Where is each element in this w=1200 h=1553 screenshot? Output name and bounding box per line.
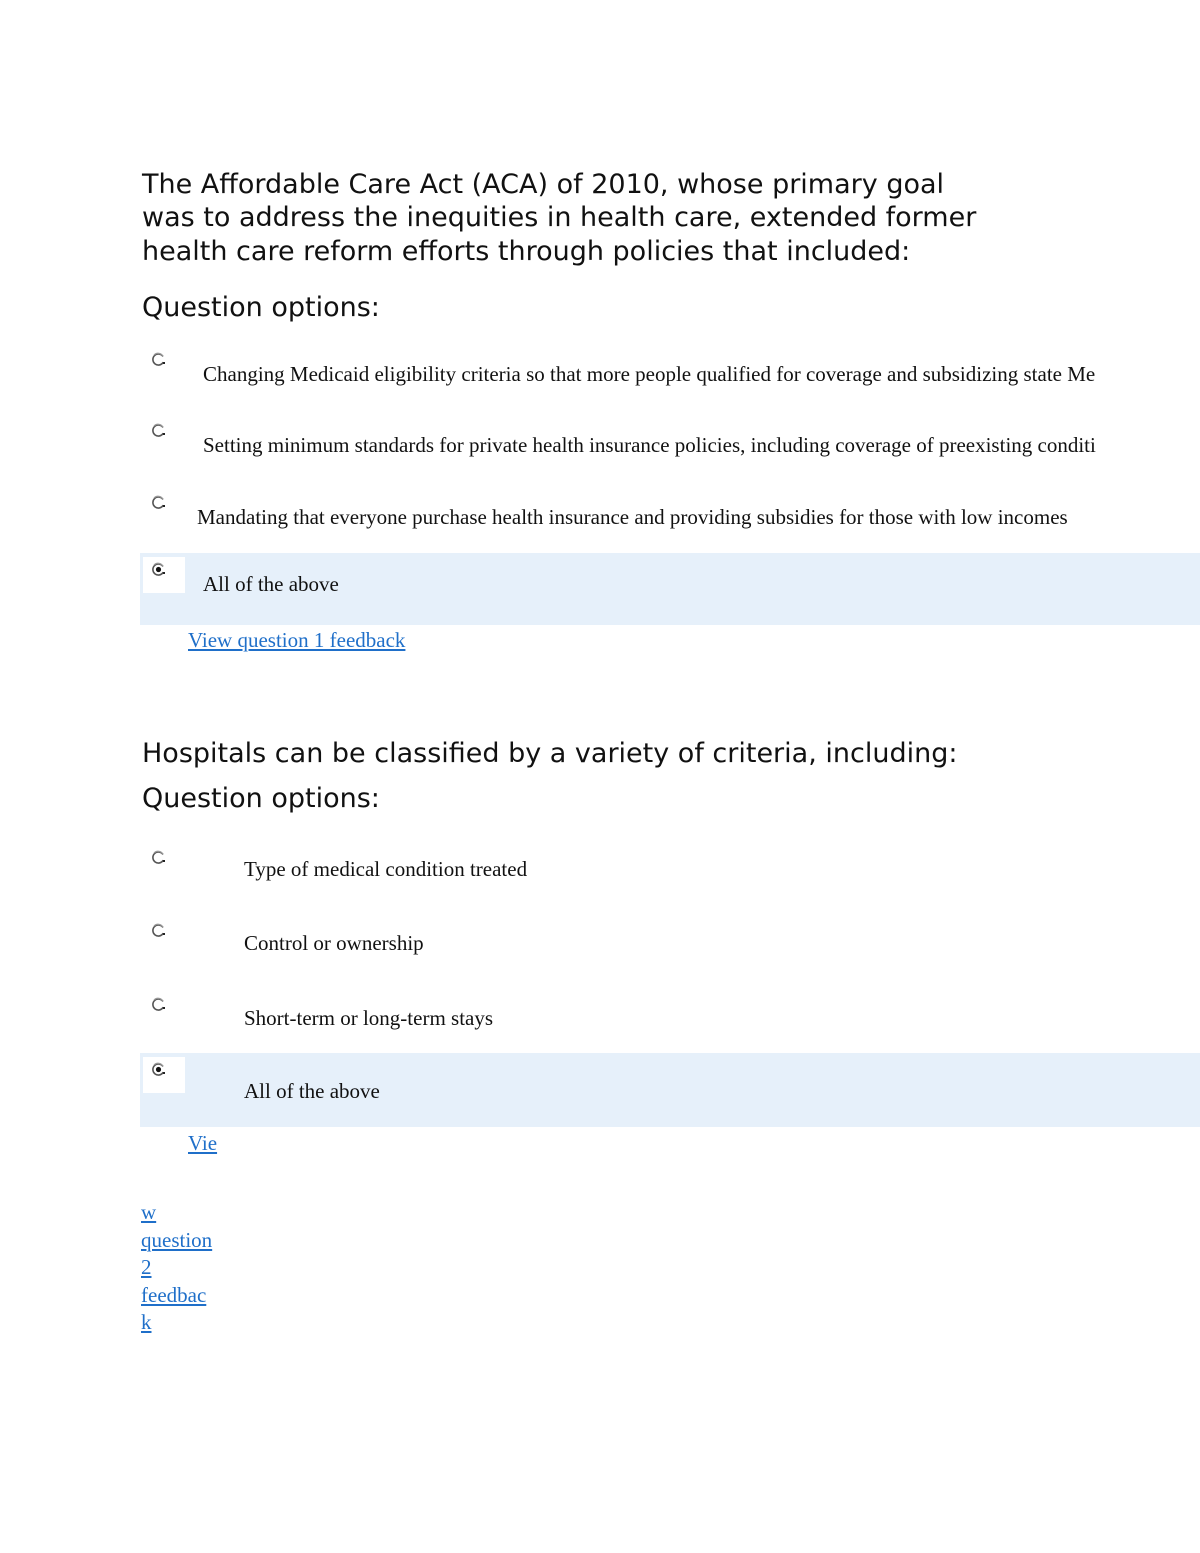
- radio-container: [143, 557, 185, 593]
- radio-container: [143, 992, 185, 1028]
- radio-container: [143, 418, 185, 454]
- radio-container: [143, 918, 185, 954]
- question-2-options-label: Question options:: [142, 783, 380, 814]
- option-label: Short-term or long-term stays: [244, 1006, 494, 1030]
- view-question-2-feedback-link-start[interactable]: Vie: [188, 1131, 218, 1155]
- question-2-option-4[interactable]: [140, 1053, 1200, 1127]
- radio-container: [143, 1057, 185, 1093]
- radio-checked-icon[interactable]: [151, 562, 166, 577]
- radio-unchecked-icon[interactable]: [151, 495, 166, 510]
- feedback-link-fragment[interactable]: k: [141, 1310, 152, 1334]
- question-1-option-3[interactable]: [140, 486, 1200, 558]
- radio-checked-icon[interactable]: [151, 1062, 166, 1077]
- question-1-prompt-line-1: The Affordable Care Act (ACA) of 2010, whose primary goal: [142, 169, 945, 200]
- question-2-prompt: Hospitals can be classified by a variety of criteria, including:: [142, 738, 958, 769]
- question-1-option-1[interactable]: [140, 343, 1200, 415]
- radio-container: [143, 490, 185, 526]
- question-1-prompt-line-2: was to address the inequities in health care, extended former: [142, 202, 977, 233]
- option-label: Setting minimum standards for private health insurance policies, including coverage of preexisting conditi: [203, 433, 1096, 457]
- feedback-link-fragment[interactable]: question: [141, 1227, 213, 1252]
- question-1-options-label: Question options:: [142, 292, 380, 323]
- feedback-link-fragment[interactable]: w: [141, 1200, 157, 1224]
- option-label: All of the above: [244, 1079, 380, 1103]
- question-2-option-1[interactable]: [140, 841, 1200, 913]
- radio-unchecked-icon[interactable]: [151, 423, 166, 438]
- radio-container: [143, 845, 185, 881]
- question-1-prompt-line-3: health care reform efforts through policies that included:: [142, 236, 911, 267]
- radio-unchecked-icon[interactable]: [151, 997, 166, 1012]
- feedback-link-fragment[interactable]: feedbac: [141, 1282, 207, 1307]
- radio-unchecked-icon[interactable]: [151, 352, 166, 367]
- option-label: Control or ownership: [244, 931, 424, 955]
- question-2-option-2[interactable]: [140, 914, 1200, 986]
- question-1-option-4[interactable]: [140, 553, 1200, 625]
- question-1-option-2[interactable]: [140, 414, 1200, 486]
- question-2-option-3[interactable]: [140, 988, 1200, 1060]
- feedback-link-fragment[interactable]: 2: [141, 1255, 152, 1279]
- option-label: Type of medical condition treated: [244, 857, 528, 881]
- view-question-1-feedback-link[interactable]: View question 1 feedback: [188, 628, 406, 652]
- option-label: Changing Medicaid eligibility criteria so that more people qualified for coverage and subsidizing state Me: [203, 362, 1096, 386]
- radio-container: [143, 347, 185, 383]
- option-label: All of the above: [203, 572, 339, 596]
- option-label: Mandating that everyone purchase health insurance and providing subsidies for those with low incomes: [197, 505, 1068, 529]
- view-question-2-feedback-link[interactable]: [141, 1199, 231, 1337]
- radio-unchecked-icon[interactable]: [151, 923, 166, 938]
- radio-unchecked-icon[interactable]: [151, 850, 166, 865]
